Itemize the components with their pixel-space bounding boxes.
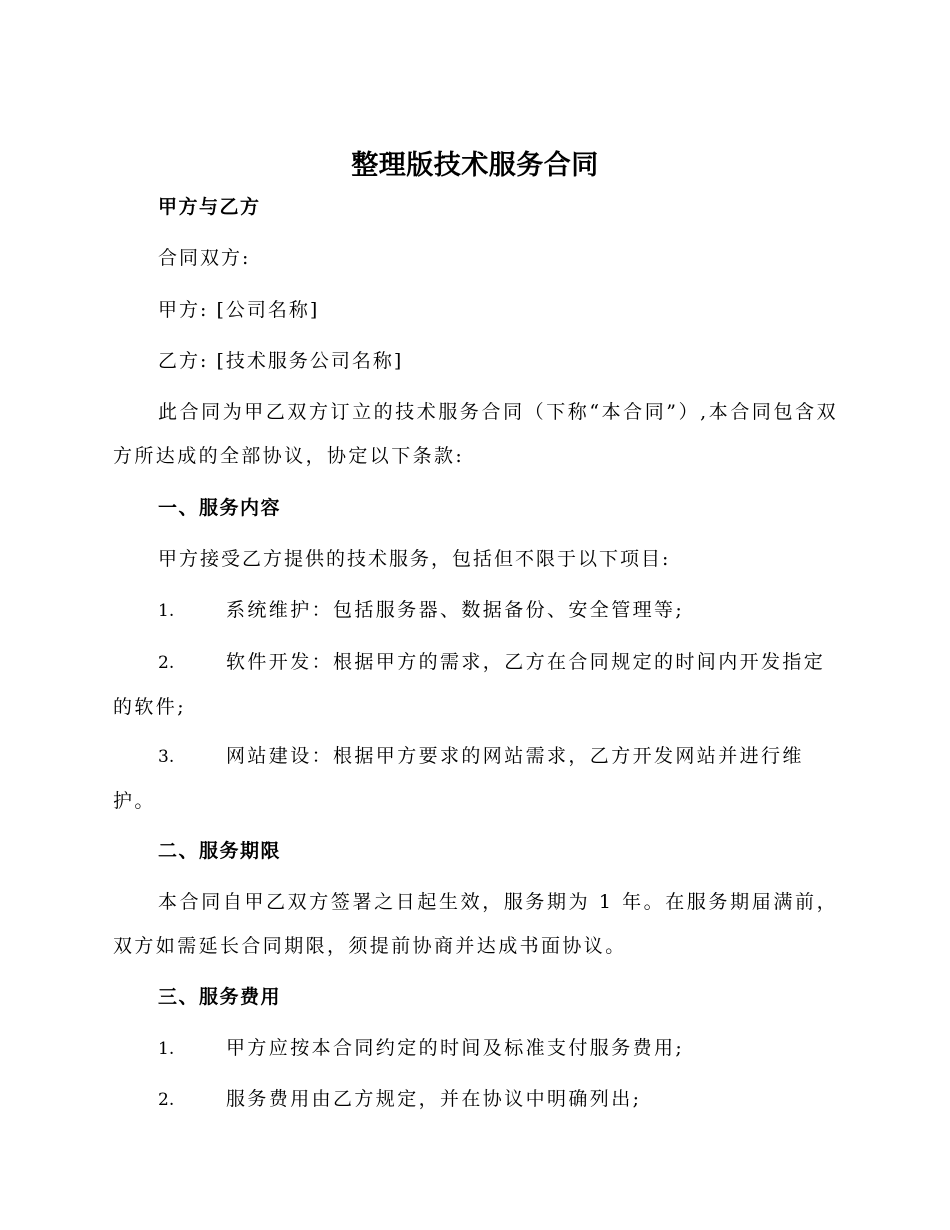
parties-heading: 甲方与乙方 (158, 196, 261, 218)
list-item-number: 2. (158, 653, 175, 673)
party-a-line: 甲方: [公司名称] (158, 299, 320, 321)
list-item-number: 3. (158, 747, 175, 767)
list-item-number: 1. (158, 601, 175, 621)
document-title: 整理版技术服务合同 (351, 150, 599, 181)
list-item (113, 1077, 838, 1122)
section-heading: 二、服务期限 (158, 840, 282, 862)
section-body: 本合同自甲乙双方签署之日起生效，服务期为 1 年。在服务期届满前，双方如需延长合同期限，须提前协商并达成书面协议。 (113, 891, 838, 957)
list-item-text: 软件开发：根据甲方的需求，乙方在合同规定的时间内开发指定的软件; (113, 651, 826, 718)
list-item-text: 服务费用由乙方规定，并在协议中明确列出; (226, 1088, 642, 1110)
list-item-text: 系统维护：包括服务器、数据备份、安全管理等; (226, 599, 685, 621)
list-item-number: 2. (158, 1090, 175, 1110)
section-heading: 三、服务费用 (158, 986, 282, 1008)
section-lead: 甲方接受乙方提供的技术服务，包括但不限于以下项目: (158, 548, 671, 570)
section-heading: 一、服务内容 (158, 497, 282, 519)
list-item (113, 1026, 838, 1071)
intro-paragraph: 此合同为甲乙双方订立的技术服务合同（下称“本合同”）,本合同包含双方所达成的全部协议，协定以下条款: (113, 401, 838, 467)
list-item-text: 网站建设：根据甲方要求的网站需求，乙方开发网站并进行维护。 (113, 745, 804, 812)
list-item (113, 640, 838, 729)
contract-parties-label: 合同双方: (158, 247, 251, 269)
list-item (113, 588, 838, 633)
list-item (113, 734, 838, 823)
list-item-text: 甲方应按本合同约定的时间及标准支付服务费用; (226, 1037, 685, 1059)
party-b-line: 乙方: [技术服务公司名称] (158, 350, 404, 372)
list-item-number: 1. (158, 1039, 175, 1059)
